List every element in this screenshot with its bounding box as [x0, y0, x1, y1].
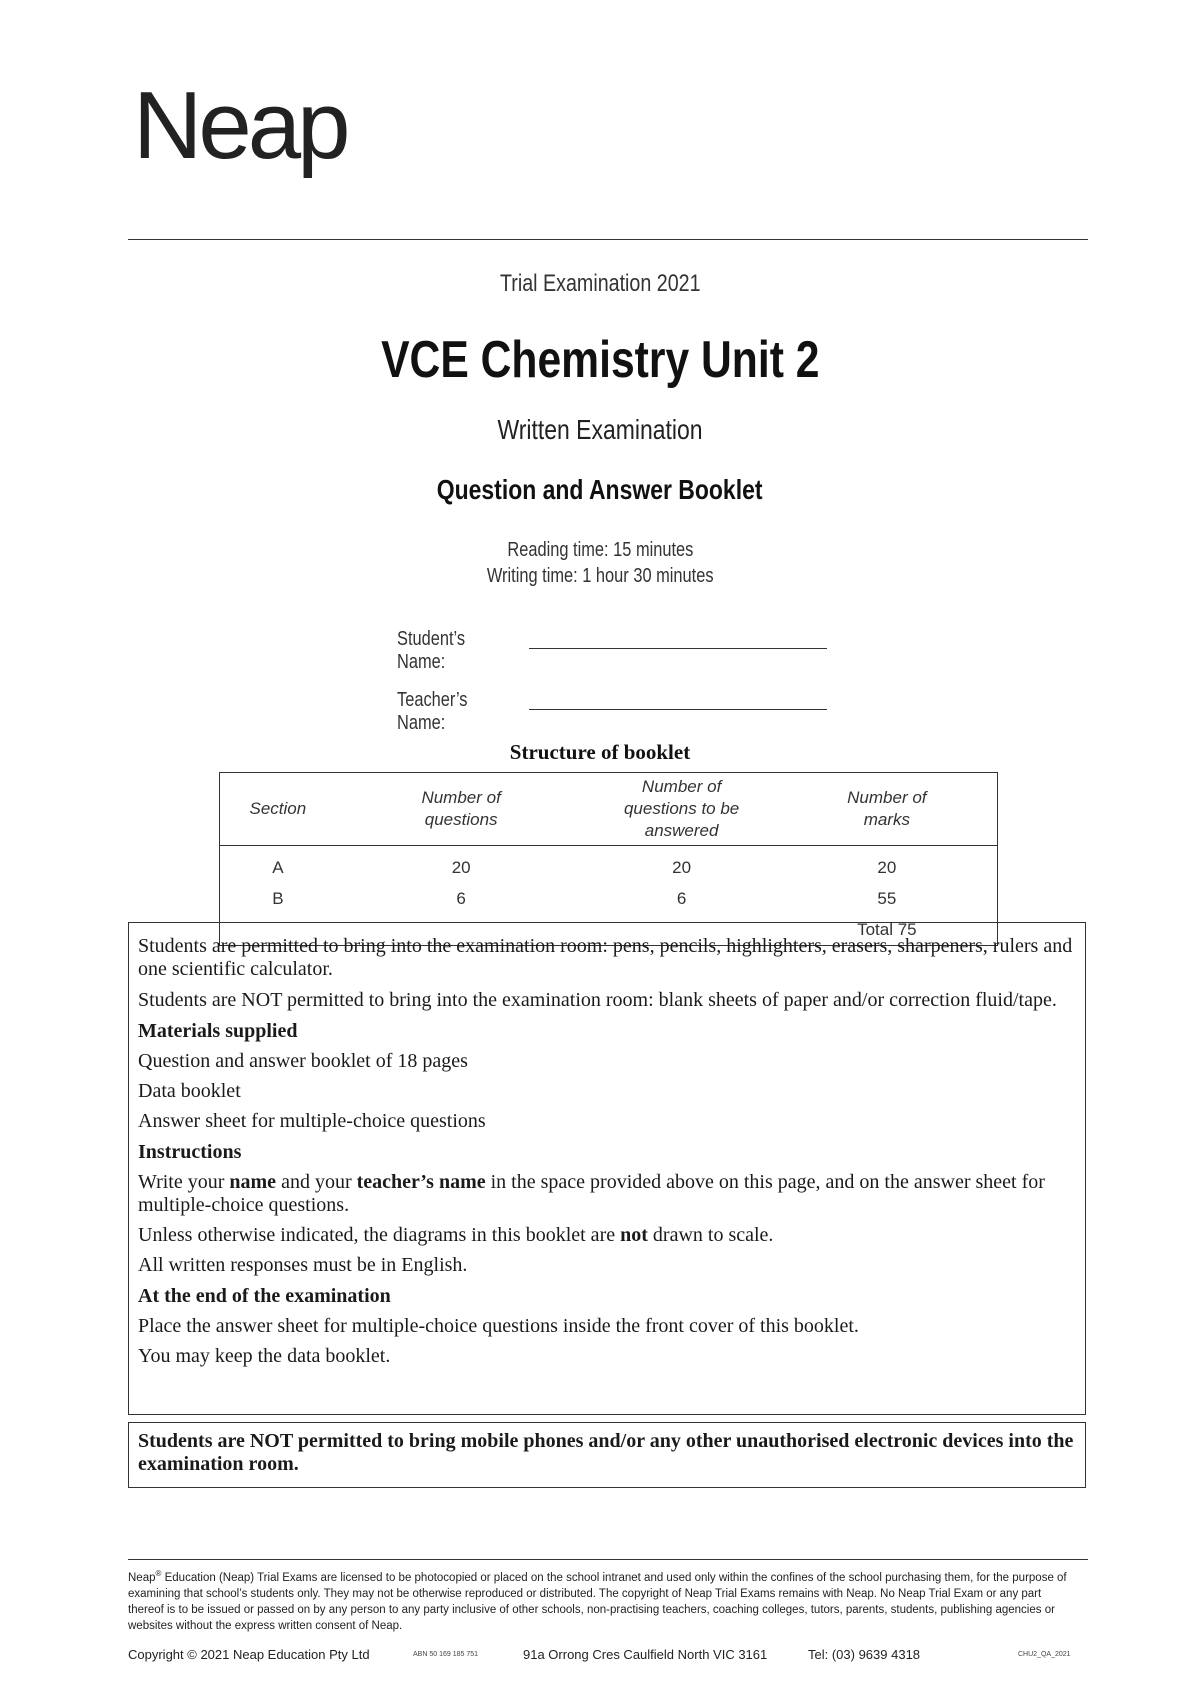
header-questions: Number of questions [336, 773, 587, 846]
instructions-heading: Instructions [138, 1141, 242, 1163]
instruction-item: All written responses must be in English. [138, 1254, 468, 1276]
exam-year: Trial Examination 2021 [499, 270, 701, 297]
not-permitted-items: Students are NOT permitted to bring into the examination room: blank sheets of paper and/or correction fluid/tape. [138, 989, 1057, 1011]
cell-questions: 6 [456, 888, 466, 908]
student-name-line[interactable] [529, 648, 827, 649]
header-answered: Number of questions to be answered [587, 773, 777, 846]
exam-times [0, 537, 1200, 589]
cell-marks: 55 [877, 888, 897, 908]
booklet-type: Question and Answer Booklet [437, 474, 763, 505]
header-section: Section [220, 773, 336, 846]
student-name-label: Student’s Name: [397, 628, 466, 673]
teacher-name-label: Teacher’s Name: [397, 689, 468, 734]
table-header-row [220, 773, 998, 846]
teacher-name-line[interactable] [529, 709, 827, 710]
materials-heading: Materials supplied [138, 1020, 298, 1042]
cell-section: B [272, 888, 284, 908]
rules-box [128, 922, 1086, 1415]
teacher-name-field[interactable] [397, 689, 525, 735]
material-item: Data booklet [138, 1080, 241, 1102]
material-item: Question and answer booklet of 18 pages [138, 1050, 468, 1072]
warning-text: Students are NOT permitted to bring mobile phones and/or any other unauthorised electronic devices into the examination room. [138, 1430, 1074, 1475]
exam-subtitle: Written Examination [497, 414, 703, 445]
instruction-item: Unless otherwise indicated, the diagrams in this booklet are not drawn to scale. [138, 1224, 774, 1246]
reading-time: Reading time: 15 minutes [507, 539, 693, 561]
neap-logo: Neap [133, 72, 347, 179]
footer-divider [128, 1559, 1088, 1560]
structure-title: Structure of booklet [509, 740, 691, 764]
cell-total: Total 75 [857, 919, 917, 939]
cell-answered: 6 [676, 888, 687, 908]
header-divider [128, 239, 1088, 240]
footer-address: 91a Orrong Cres Caulfield North VIC 3161 [523, 1647, 768, 1662]
header-marks: Number of marks [777, 773, 998, 846]
footer-abn: ABN 50 169 185 751 [413, 1651, 478, 1658]
end-heading: At the end of the examination [138, 1285, 391, 1307]
material-item: Answer sheet for multiple-choice questions [138, 1110, 486, 1132]
end-item: You may keep the data booklet. [138, 1345, 391, 1367]
footer-legal: Neap® Education (Neap) Trial Exams are licensed to be photocopied or placed on the school intranet and used only within the confines of the school purchasing them, for the purpose of examining that school’s students only. They may not be otherwise reproduced or distributed. The copyright of Neap Trial Exams remains with Neap. No Neap Trial Exam or any part thereof is to be issued or passed on by any person to any party inclusive of other schools, non-practising teachers, coaching colleges, tutors, parents, students, publishing agencies or websites without the express written consent of Neap. [128, 1569, 1067, 1632]
table-row [220, 883, 998, 914]
cell-section: A [272, 857, 284, 877]
page-title: VCE Chemistry Unit 2 [380, 331, 820, 389]
table-row [220, 846, 998, 884]
footer-code: CHU2_QA_2021 [1018, 1651, 1071, 1658]
student-name-field[interactable] [397, 628, 525, 674]
cell-answered: 20 [672, 857, 692, 877]
permitted-items: Students are permitted to bring into the examination room: pens, pencils, highlighters, erasers, sharpeners, rulers and one scientific calculator. [138, 935, 1073, 980]
end-item: Place the answer sheet for multiple-choice questions inside the front cover of this booklet. [138, 1315, 859, 1337]
instruction-item: Write your name and your teacher’s name in the space provided above on this page, and on the answer sheet for multiple-choice questions. [138, 1171, 1045, 1216]
writing-time: Writing time: 1 hour 30 minutes [486, 565, 714, 587]
warning-box [128, 1422, 1086, 1488]
structure-table [219, 772, 998, 946]
footer-phone: Tel: (03) 9639 4318 [808, 1647, 921, 1662]
cell-marks: 20 [877, 857, 897, 877]
footer-copyright: Copyright © 2021 Neap Education Pty Ltd [128, 1647, 370, 1662]
cell-questions: 20 [451, 857, 471, 877]
registered-mark: ® [155, 1569, 162, 1578]
